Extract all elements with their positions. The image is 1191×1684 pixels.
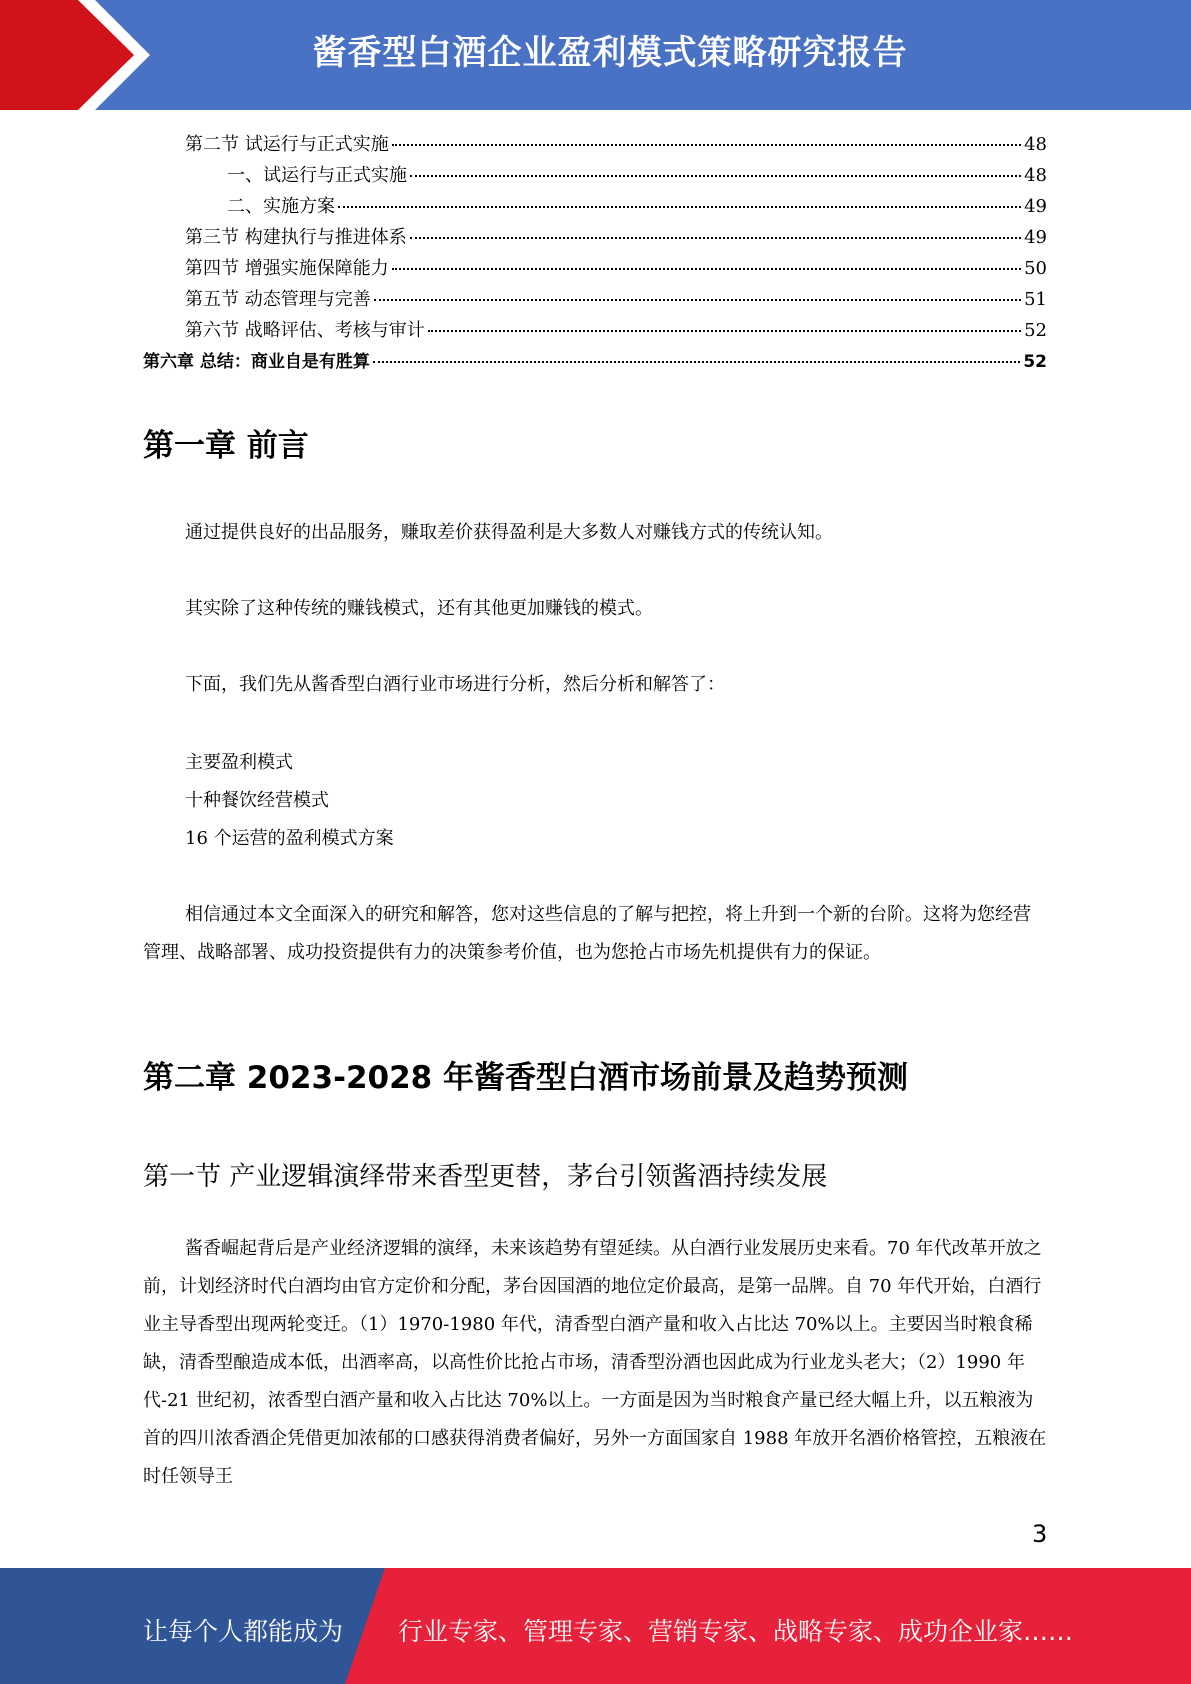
list-item: 16 个运营的盈利模式方案	[185, 828, 394, 849]
toc-leader-dots	[338, 206, 1021, 208]
footer-banner	[0, 1568, 1191, 1684]
toc-entry[interactable]	[143, 223, 1047, 254]
toc-entry-title: 第六章 总结：商业自是有胜算	[143, 352, 370, 372]
section-heading: 第一节 产业逻辑演绎带来香型更替，茅台引领酱酒持续发展	[143, 1162, 828, 1192]
toc-leader-dots	[373, 361, 1020, 363]
toc-entry-title: 二、实施方案	[227, 196, 335, 217]
toc-entry-page: 52	[1024, 320, 1047, 341]
toc-entry[interactable]	[143, 316, 1047, 347]
toc-entry[interactable]	[143, 161, 1047, 192]
toc-entry-page: 48	[1024, 165, 1047, 186]
toc-leader-dots	[374, 299, 1021, 301]
chapter-1-paragraph: 相信通过本文全面深入的研究和解答，您对这些信息的了解与把控，将上升到一个新的台阶。这将为您经营管理、战略部署、成功投资提供有力的决策参考价值，也为您抢占市场先机提供有力的保证。	[143, 904, 1031, 963]
toc-entry-title: 第二节 试运行与正式实施	[185, 134, 389, 155]
toc-leader-dots	[428, 330, 1021, 332]
toc-entry-title: 第三节 构建执行与推进体系	[185, 227, 407, 248]
toc-entry-page: 49	[1024, 227, 1047, 248]
chapter-1-paragraph: 其实除了这种传统的赚钱模式，还有其他更加赚钱的模式。	[185, 598, 653, 619]
toc-entry-page: 48	[1024, 134, 1047, 155]
section-body-paragraph: 酱香崛起背后是产业经济逻辑的演绎，未来该趋势有望延续。从白酒行业发展历史来看。70 年代改革开放之前，计划经济时代白酒均由官方定价和分配，茅台因国酒的地位定价最高，是第一品牌。自 70 年代开始，白酒行业主导香型出现两轮变迁。（1）1970-1980 年代，清香型白酒产量和收入占比达 70%以上。主要因当时粮食稀缺，清香型酿造成本低，出酒率高，以高性价比抢占市场，清香型汾酒也因此成为行业龙头老大；（2）1990 年代-21 世纪初，浓香型白酒产量和收入占比达 70%以上。一方面是因为当时粮食产量已经大幅上升，以五粮液为首的四川浓香酒企凭借更加浓郁的口感获得消费者偏好，另外一方面国家自 1988 年放开名酒价格管控，五粮液在时任领导王	[143, 1238, 1047, 1487]
toc-leader-dots	[392, 144, 1021, 146]
toc-leader-dots	[392, 268, 1021, 270]
toc-entry-page: 51	[1024, 289, 1047, 310]
chapter-1-paragraph: 通过提供良好的出品服务，赚取差价获得盈利是大多数人对赚钱方式的传统认知。	[185, 522, 833, 543]
chapter-1-heading: 第一章 前言	[143, 428, 309, 464]
toc-entry-page: 50	[1024, 258, 1047, 279]
toc-entry[interactable]	[143, 130, 1047, 161]
toc-entry-title: 一、试运行与正式实施	[227, 165, 407, 186]
toc-entry[interactable]	[143, 285, 1047, 316]
chapter-2-heading: 第二章 2023-2028 年酱香型白酒市场前景及趋势预测	[143, 1060, 909, 1096]
toc-leader-dots	[410, 237, 1021, 239]
footer-slogan-right: 行业专家、管理专家、营销专家、战略专家、成功企业家……	[398, 1617, 1074, 1646]
footer-slogan-left: 让每个人都能成为	[143, 1617, 344, 1646]
page-number: 3	[1032, 1520, 1048, 1548]
toc-leader-dots	[410, 175, 1021, 177]
toc-entry-title: 第四节 增强实施保障能力	[185, 258, 389, 279]
header-banner	[0, 0, 1191, 110]
toc-entry-page: 52	[1023, 352, 1047, 372]
table-of-contents	[143, 130, 1047, 378]
toc-entry-title: 第六节 战略评估、考核与审计	[185, 320, 425, 341]
toc-entry-chapter[interactable]	[143, 347, 1047, 378]
report-title: 酱香型白酒企业盈利模式策略研究报告	[312, 33, 908, 73]
list-item: 主要盈利模式	[185, 752, 293, 773]
toc-entry[interactable]	[143, 192, 1047, 223]
list-item: 十种餐饮经营模式	[185, 790, 329, 811]
toc-entry-title: 第五节 动态管理与完善	[185, 289, 371, 310]
toc-entry[interactable]	[143, 254, 1047, 285]
chapter-1-paragraph: 下面，我们先从酱香型白酒行业市场进行分析，然后分析和解答了：	[185, 674, 725, 695]
toc-entry-page: 49	[1024, 196, 1047, 217]
